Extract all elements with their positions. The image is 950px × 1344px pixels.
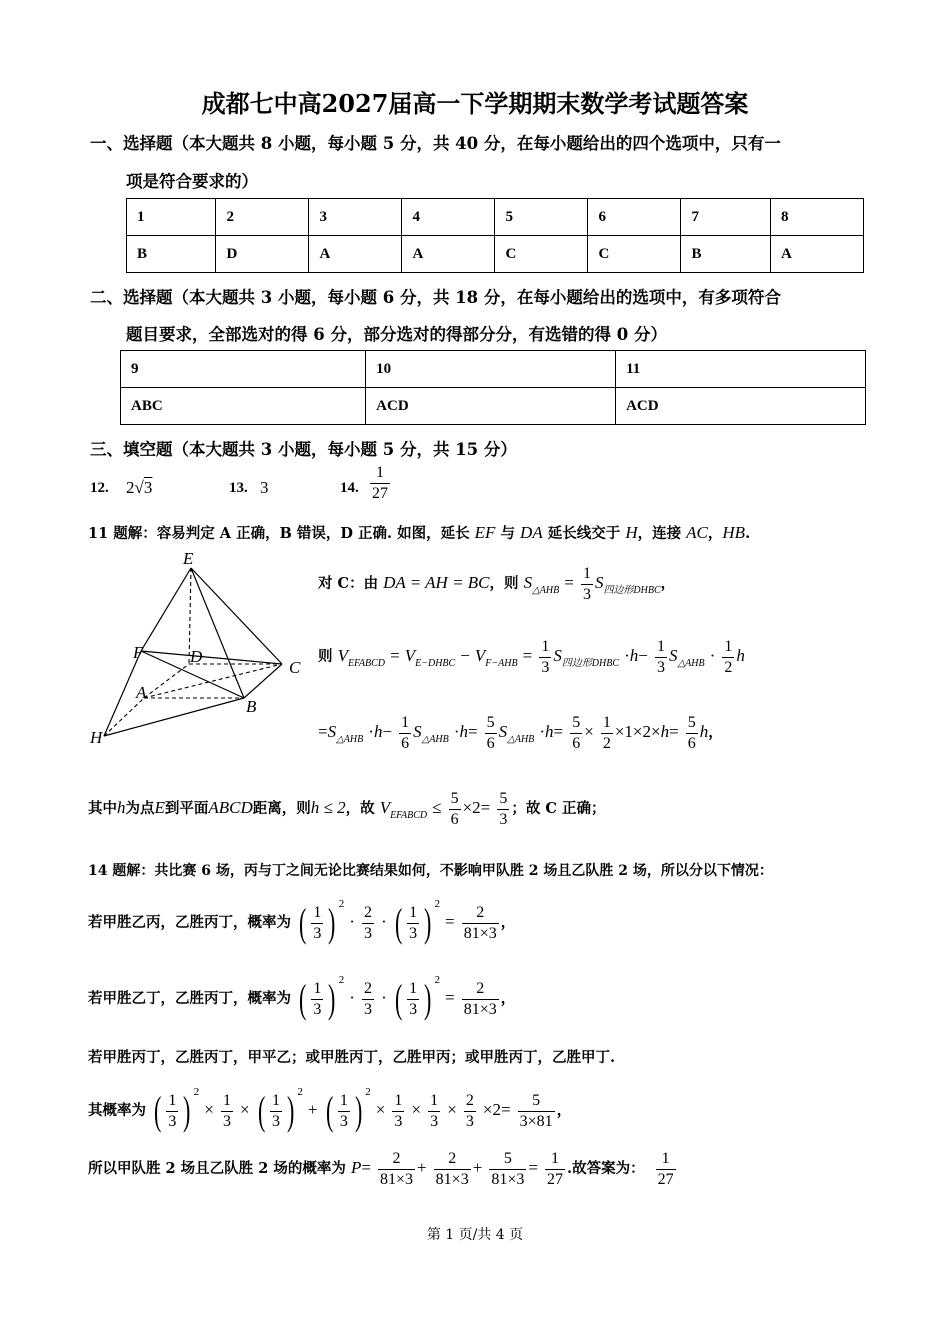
label-h: H xyxy=(90,728,103,746)
sol11-text: 距离，则 xyxy=(252,800,311,818)
q-number: 2 xyxy=(216,199,309,236)
sol14-case2: 若甲胜乙丁，乙胜丙丁，概率为 ( $\frac{1}{3}$ ) $^2$ · $\frac{2}{3}$ · ( $\frac{1}{3}$ ) $^2$ = $\frac{2}{81\times 3}$ ， xyxy=(88,974,516,1021)
subscript-quad: 四边形DHBC xyxy=(603,585,661,597)
q-answer: C xyxy=(495,236,588,273)
q13-answer: 3 xyxy=(260,478,269,497)
sol14-case3: 若甲胜丙丁，乙胜丙丁，甲平乙；或甲胜丙丁，乙胜甲丙；或甲胜丙丁，乙胜甲丁. xyxy=(88,1049,616,1066)
q-answer: D xyxy=(216,236,309,273)
edge-fc xyxy=(141,651,282,664)
q12-coef: 2 xyxy=(126,478,135,497)
q-answer: A xyxy=(770,236,863,273)
q14-num: 1 xyxy=(370,464,390,484)
sol11-text: ；故 C 正确； xyxy=(511,800,606,818)
edge-ef xyxy=(141,568,191,651)
sol11-text: 其中 xyxy=(88,800,117,818)
q-answer: B xyxy=(127,236,216,273)
q12-label: 12. xyxy=(90,480,109,496)
seg-ac: AC xyxy=(686,523,708,542)
equality: DA = AH = BC xyxy=(383,573,490,593)
sol11-line-c: 对 C：由 DA = AH = BC，则 $S_{\triangle AHB}$ = $\frac{1}{3}$ $S_{四边形DHBC}$， xyxy=(318,565,676,603)
point-e: E xyxy=(154,798,165,818)
sol11-text: ，故 xyxy=(345,800,375,818)
q-answer: B xyxy=(681,236,770,273)
section1-heading: 一、选择题（本大题共 8 小题，每小题 5 分，共 40 分，在每小题给出的四个选项中，只有一 xyxy=(90,134,781,153)
sol11-volume-line2: $=S_{\triangle AHB} \cdot h-$ $\frac{1}{6}$ $S_{\triangle AHB} \cdot h=$ $\frac{5}{6}$ $S_{\triangle AHB} \cdot h=$ $\frac{5}{6}$ × $\frac{1}{2}$ ×1×2×h= $\frac{5}{6}$ h， xyxy=(318,714,723,752)
sol11-volume-line1: 则 $V_{EFABCD} = V_{E-DHBC} - V_{F-AHB}$ = $\frac{1}{3}$ $S_{四边形DHBC} \cdot h-$ $\frac{1}{3}$ $S_{\triangle AHB}$ · $\frac{1}{2}$ h xyxy=(318,638,745,676)
q-number: 1 xyxy=(127,199,216,236)
seg-hb: HB xyxy=(722,523,746,542)
section2-heading: 二、选择题（本大题共 3 小题，每小题 6 分，共 18 分，在每小题给出的选项中，有多项符合 xyxy=(90,288,781,307)
sol14-text: 若甲胜乙丙，乙胜丙丁，概率为 xyxy=(88,914,291,931)
sol14-text: 所以甲队胜 2 场且乙队胜 2 场的概率为 xyxy=(88,1160,346,1178)
q-number: 4 xyxy=(402,199,495,236)
sqrt-icon: √ xyxy=(134,478,144,497)
sol11-text: 对 C：由 xyxy=(318,575,384,593)
label-c: C xyxy=(289,658,301,677)
q-answer: C xyxy=(588,236,681,273)
sol14-text: 其概率为 xyxy=(88,1102,146,1119)
sol11-text: 为点 xyxy=(125,800,155,818)
section3-heading: 三、填空题（本大题共 3 小题，每小题 5 分，共 15 分） xyxy=(90,440,517,459)
sol11-text: 与 xyxy=(495,525,521,542)
sol14-text: 若甲胜乙丁，乙胜丙丁，概率为 xyxy=(88,990,291,1007)
q-answer: ACD xyxy=(366,388,616,425)
section1-heading-cont: 项是符合要求的） xyxy=(126,172,258,191)
page-title: 成都七中高2027届高一下学期期末数学考试题答案 xyxy=(201,89,749,118)
sol11-text: 延长线交于 xyxy=(542,525,626,542)
q14-answer xyxy=(368,464,392,502)
edge-ec xyxy=(191,568,282,664)
q12-answer xyxy=(126,478,152,498)
q-number: 10 xyxy=(366,351,616,388)
q-number: 6 xyxy=(588,199,681,236)
sol11-text: ， xyxy=(707,525,723,542)
q-number: 8 xyxy=(770,199,863,236)
q12-radicand: 3 xyxy=(143,478,153,497)
sol11-conclusion: 其中h为点E到平面ABCD距离，则h ≤ 2，故 $V_{EFABCD}$ ≤ $\frac{5}{6}$ ×2= $\frac{5}{3}$ ；故 C 正确； xyxy=(88,790,606,828)
q-answer: ACD xyxy=(616,388,866,425)
label-d: D xyxy=(190,647,203,666)
q-number: 11 xyxy=(616,351,866,388)
edge-hb xyxy=(104,698,244,736)
q14-label: 14. xyxy=(340,480,359,496)
sol14-intro: 14 题解：共比赛 6 场，丙与丁之间无论比赛结果如何，不影响甲队胜 2 场且乙队胜 2 场，所以分以下情况： xyxy=(88,863,773,879)
q-number: 7 xyxy=(681,199,770,236)
q-answer: A xyxy=(402,236,495,273)
sol11-text: 到平面 xyxy=(164,800,209,818)
sol14-case3-prob: 其概率为 ( $\frac{1}{3}$ ) $^2$ × $\frac{1}{3}$ × ( $\frac{1}{3}$ ) $^2$ + ( $\frac{1}{3}$ ) $^2$ × $\frac{1}{3}$ × $\frac{1}{3}$ × $\frac{2}{3}$ ×2= $\frac{5}{3\times 81}$ ， xyxy=(88,1086,572,1133)
label-e: E xyxy=(183,549,194,568)
sol11-intro-text: 11 题解：容易判定 A 正确，B 错误，D 正确. 如图，延长 xyxy=(88,525,470,542)
var-h: h xyxy=(117,798,126,818)
sol11-text: ，则 xyxy=(489,575,519,593)
sol14-final: 所以甲队胜 2 场且乙队胜 2 场的概率为 P= $\frac{2}{81\times 3}$ + $\frac{2}{81\times 3}$ + $\frac{5}{81\times 3}$ = $\frac{1}{27}$ .故答案为： $\frac{1}{27}$ xyxy=(88,1150,674,1188)
plane-abcd: ABCD xyxy=(208,798,253,818)
seg-ef: EF xyxy=(474,523,496,542)
section2-heading-cont: 题目要求，全部选对的得 6 分，部分选对的得部分分，有选错的得 0 分） xyxy=(126,325,667,344)
q-number: 9 xyxy=(121,351,366,388)
sol14-case1: 若甲胜乙丙，乙胜丙丁，概率为 ( $\frac{1}{3}$ ) $^2$ · $\frac{2}{3}$ · ( $\frac{1}{3}$ ) $^2$ = $\frac{2}{81\times 3}$ ， xyxy=(88,898,516,945)
edge-ac xyxy=(144,664,282,698)
label-b: B xyxy=(246,697,257,716)
q13-label: 13. xyxy=(229,480,248,496)
geometry-figure xyxy=(84,546,314,746)
seg-da: DA xyxy=(520,523,543,542)
point-h: H xyxy=(625,523,638,542)
q-answer: A xyxy=(309,236,402,273)
section1-answer-table xyxy=(126,198,864,273)
sol11-text: 则 xyxy=(318,648,333,666)
q-number: 3 xyxy=(309,199,402,236)
section2-answer-table xyxy=(120,350,866,425)
q14-den: 27 xyxy=(372,484,388,502)
subscript-ahb: △AHB xyxy=(532,585,560,597)
sol11-text: ，连接 xyxy=(637,525,687,542)
inequality: h ≤ 2 xyxy=(310,798,346,818)
q-answer: ABC xyxy=(121,388,366,425)
edge-eb xyxy=(191,568,244,698)
page-footer: 第 1 页/共 4 页 xyxy=(426,1227,524,1243)
label-f: F xyxy=(133,643,144,662)
sol11-intro xyxy=(88,522,750,543)
q-number: 5 xyxy=(495,199,588,236)
sol14-text: .故答案为： xyxy=(567,1160,645,1178)
label-a: A xyxy=(136,683,147,702)
sol11-text: . xyxy=(745,525,751,542)
